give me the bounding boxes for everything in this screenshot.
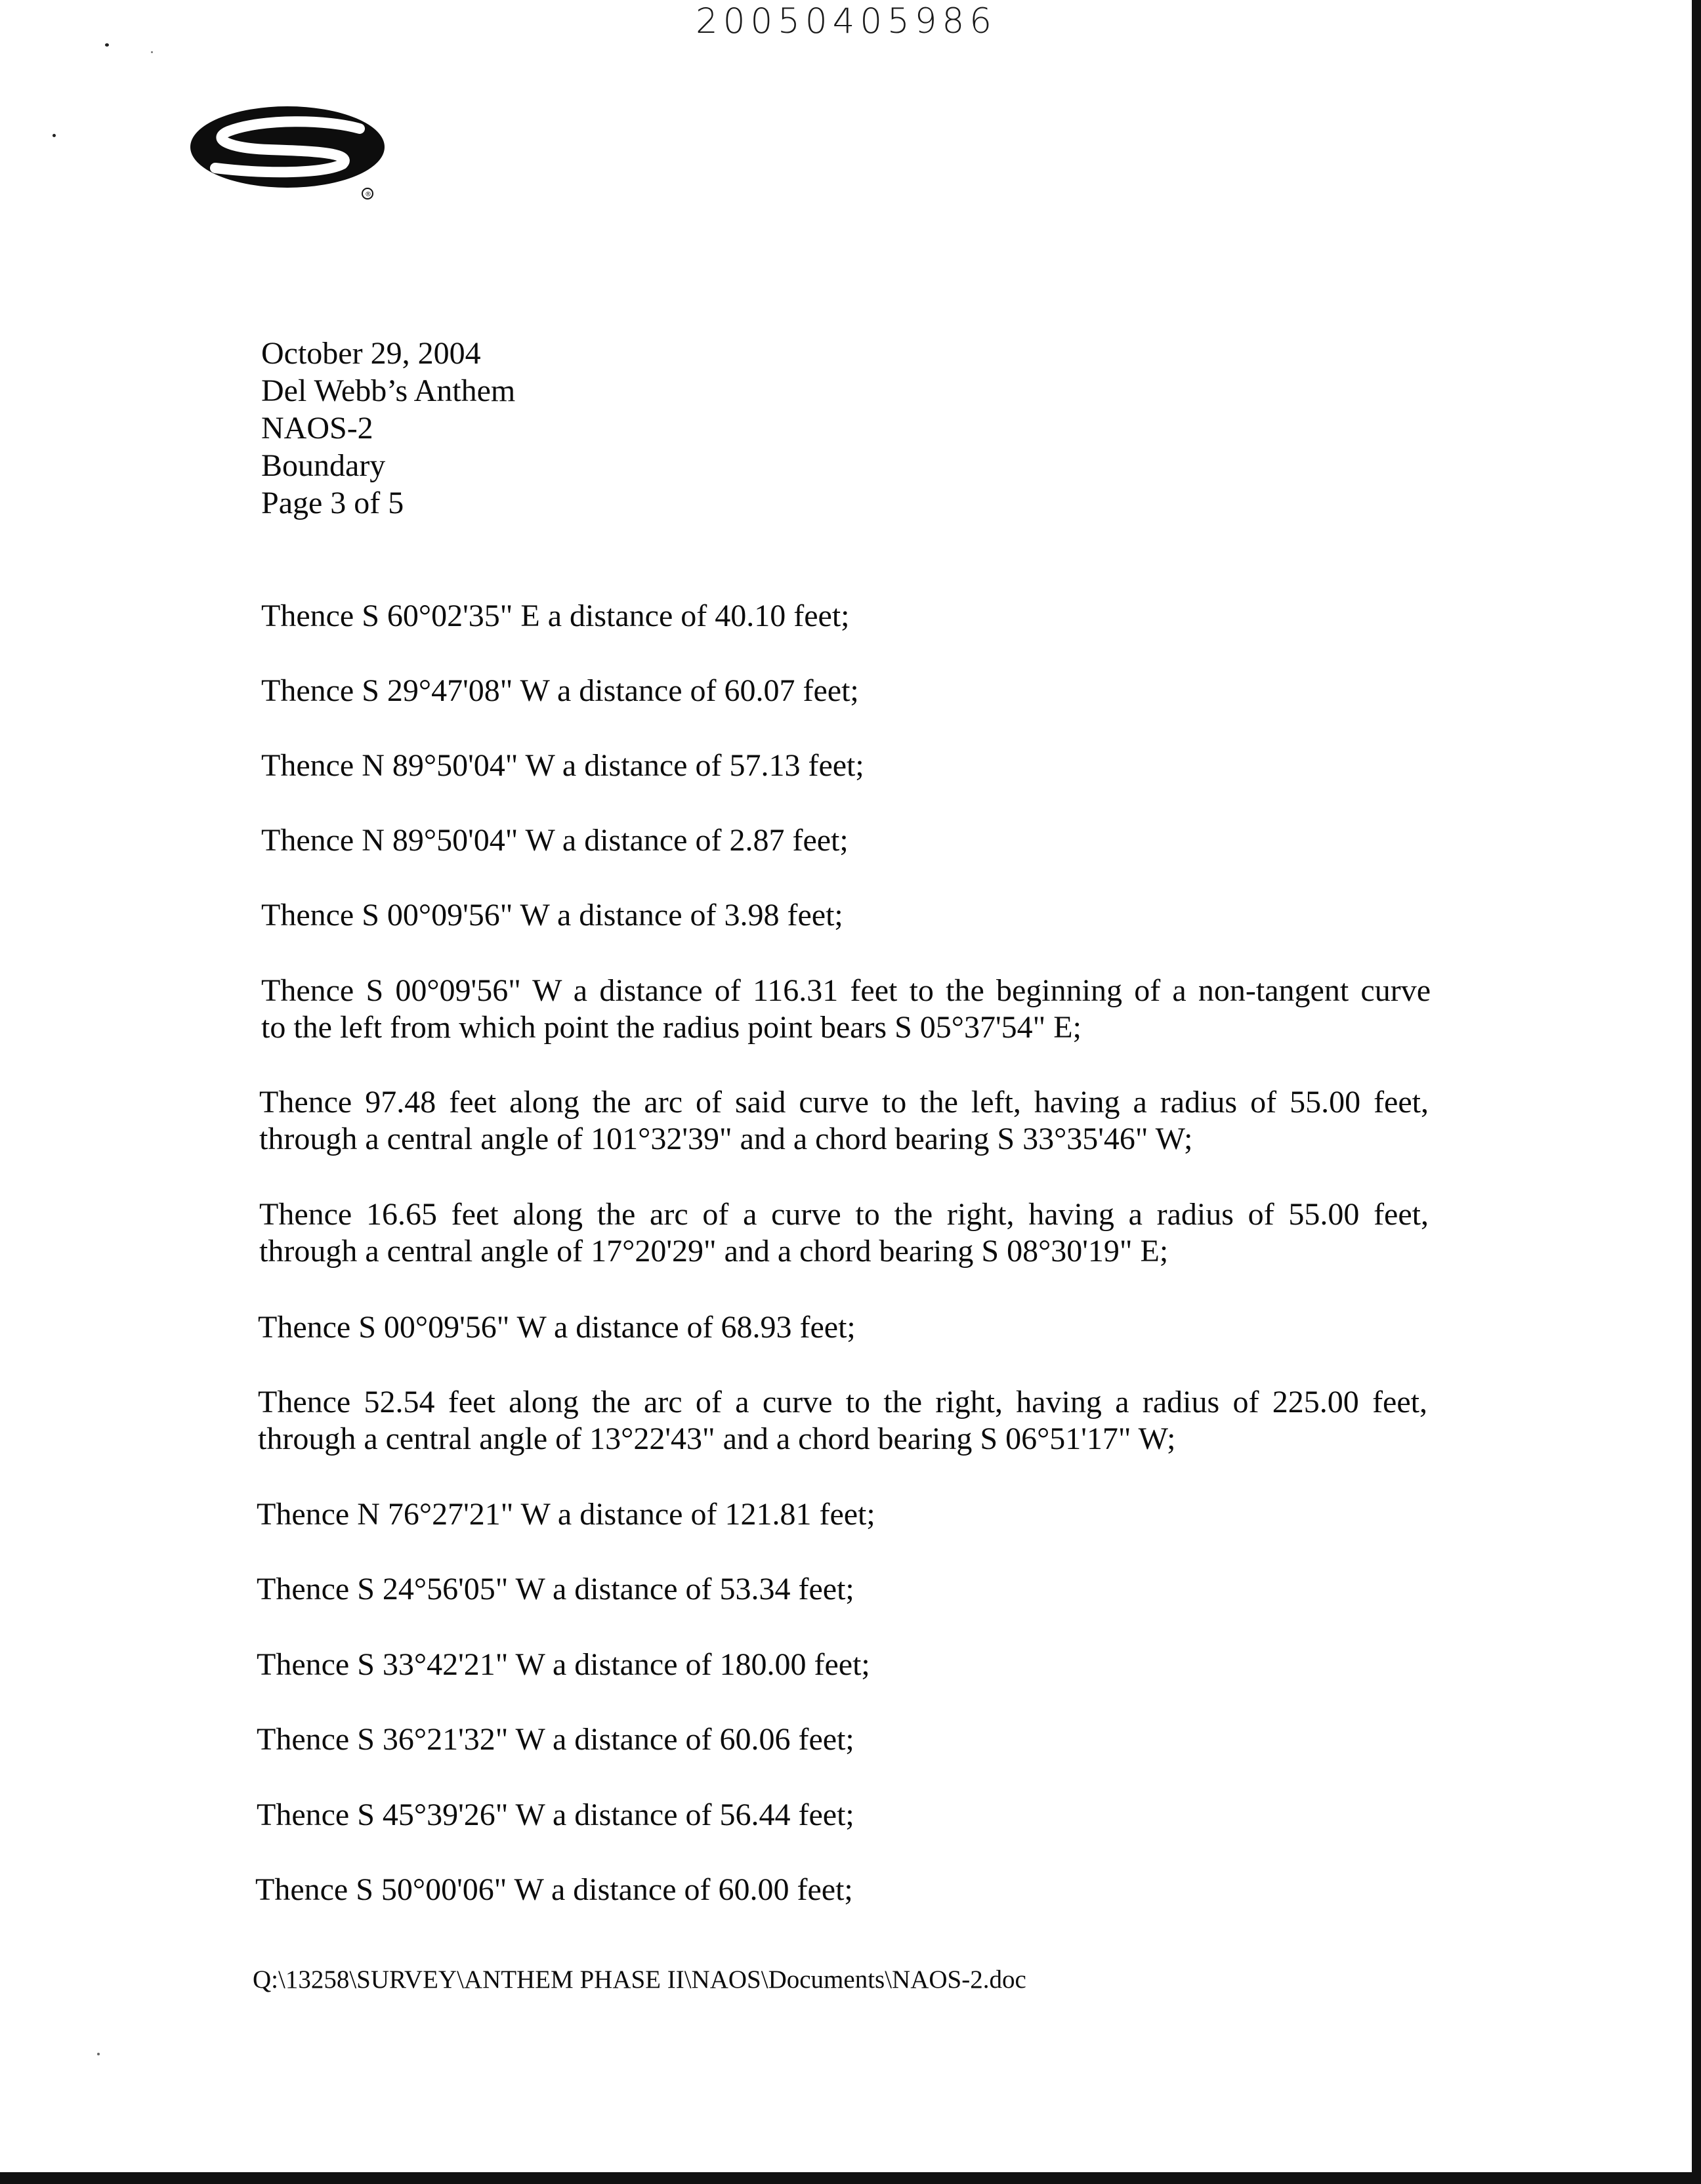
course-6 <box>261 973 1431 1046</box>
course-14 <box>257 1721 854 1758</box>
course-16 <box>255 1872 853 1908</box>
course-line: Thence S 50°00'06" W a distance of 60.00 feet; <box>255 1872 853 1907</box>
course-line: Thence S 29°47'08" W a distance of 60.07 feet; <box>261 673 859 708</box>
course-line: through a central angle of 13°22'43" and a chord bearing S 06°51'17" W; <box>258 1421 1176 1456</box>
course-line: Thence S 00°09'56" W a distance of 116.31 feet to the beginning of a non-tangent curve <box>261 973 1431 1008</box>
scan-speck <box>97 2053 100 2055</box>
course-11 <box>257 1496 875 1533</box>
document-number: 20050405986 <box>696 1 997 41</box>
course-line: Thence N 89°50'04" W a distance of 57.13 feet; <box>261 748 864 783</box>
course-line: Thence S 45°39'26" W a distance of 56.44 feet; <box>257 1797 854 1832</box>
course-line: Thence 16.65 feet along the arc of a curve to the right, having a radius of 55.00 feet, <box>259 1197 1429 1232</box>
course-line: through a central angle of 17°20'29" and a chord bearing S 08°30'19" E; <box>259 1234 1169 1269</box>
s-oval-logo-icon <box>190 105 394 203</box>
course-1 <box>261 598 850 635</box>
registered-mark: ® <box>365 191 371 198</box>
course-line: Thence S 24°56'05" W a distance of 53.34 feet; <box>257 1572 854 1606</box>
course-line: Thence 97.48 feet along the arc of said curve to the left, having a radius of 55.00 feet, <box>259 1085 1429 1120</box>
course-line: Thence S 60°02'35" E a distance of 40.10 feet; <box>261 598 850 633</box>
header-date: October 29, 2004 <box>261 336 481 371</box>
scan-speck <box>52 134 56 137</box>
course-line: Thence 52.54 feet along the arc of a curve to the right, having a radius of 225.00 feet, <box>258 1385 1427 1419</box>
header-subject: Boundary <box>261 448 386 483</box>
course-5 <box>261 897 843 934</box>
course-line: Thence S 00°09'56" W a distance of 68.93 feet; <box>258 1310 856 1345</box>
scan-speck <box>151 51 153 53</box>
course-12 <box>257 1571 854 1608</box>
course-4 <box>261 822 849 859</box>
course-line: through a central angle of 101°32'39" and a chord bearing S 33°35'46" W; <box>259 1122 1193 1156</box>
course-3 <box>261 747 864 784</box>
scan-speck <box>105 43 109 47</box>
course-line: to the left from which point the radius point bears S 05°37'54" E; <box>261 1010 1082 1045</box>
header-project: Del Webb’s Anthem <box>261 373 516 408</box>
course-10 <box>258 1384 1427 1458</box>
course-line: Thence S 36°21'32" W a distance of 60.06 feet; <box>257 1722 854 1757</box>
course-15 <box>257 1797 854 1834</box>
course-line: Thence S 33°42'21" W a distance of 180.00 feet; <box>257 1647 870 1682</box>
course-8 <box>259 1196 1429 1270</box>
course-line: Thence N 76°27'21" W a distance of 121.81 feet; <box>257 1497 875 1532</box>
course-13 <box>257 1647 870 1683</box>
course-line: Thence S 00°09'56" W a distance of 3.98 feet; <box>261 898 843 933</box>
letter-header <box>261 335 515 522</box>
course-line: Thence N 89°50'04" W a distance of 2.87 feet; <box>261 823 849 858</box>
course-2 <box>261 673 859 709</box>
course-7 <box>259 1084 1429 1158</box>
header-parcel: NAOS-2 <box>261 411 373 446</box>
footer-file-path: Q:\13258\SURVEY\ANTHEM PHASE II\NAOS\Documents\NAOS-2.doc <box>253 1965 1026 1994</box>
course-9 <box>258 1309 856 1346</box>
header-page-number: Page 3 of 5 <box>261 486 404 520</box>
